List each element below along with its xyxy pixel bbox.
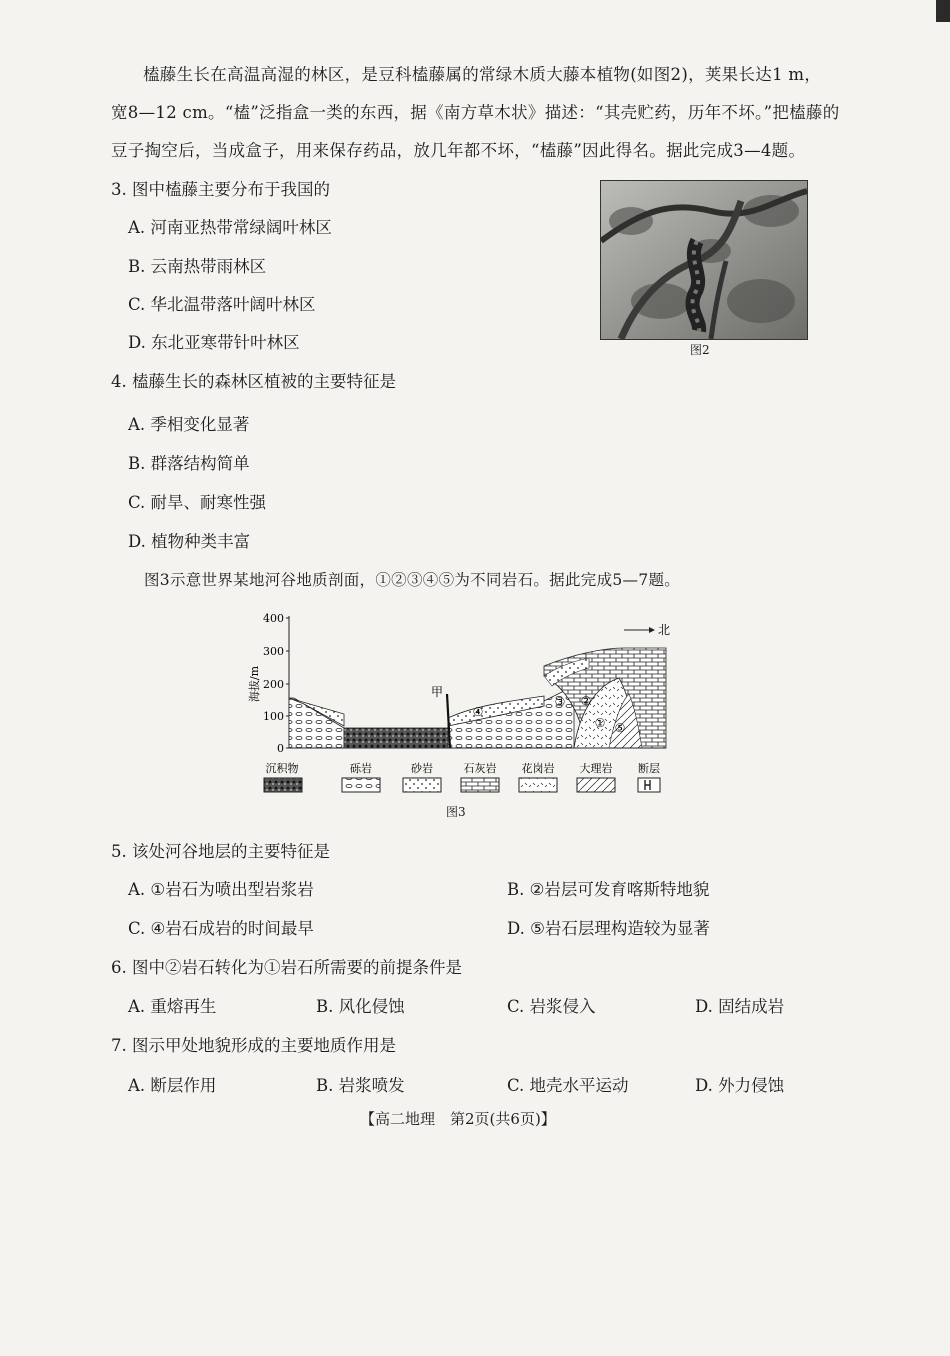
pod-illustration (693, 241, 700, 331)
q6-option-c: C. 岩浆侵入 (507, 997, 596, 1016)
q3-option-d: D. 东北亚寒带针叶林区 (128, 333, 300, 352)
q3-option-a: A. 河南亚热带常绿阔叶林区 (128, 218, 332, 237)
intro-line-2: 宽8—12 cm。“榼”泛指盒一类的东西，据《南方草木状》描述：“其壳贮药，历年不坏。”把榼藤的 (111, 103, 840, 122)
legend-label-sediment: 沉积物 (265, 762, 299, 775)
vine-photo-illustration (601, 181, 807, 339)
ytick-100: 100 (263, 710, 284, 723)
intro2: 图3示意世界某地河谷地质剖面，①②③④⑤为不同岩石。据此完成5—7题。 (144, 571, 681, 589)
label-rock-3: ③ (554, 695, 566, 709)
q5-option-c: C. ④岩石成岩的时间最早 (128, 919, 314, 938)
figure2-photo (600, 180, 808, 340)
q4-option-d: D. 植物种类丰富 (128, 532, 251, 551)
q7-option-d: D. 外力侵蚀 (695, 1076, 785, 1095)
legend-label-marble: 大理岩 (579, 762, 613, 775)
north-label: 北 (658, 623, 671, 637)
ytick-200: 200 (263, 678, 284, 691)
legend-label-granite: 花岗岩 (521, 762, 555, 775)
q7-option-a: A. 断层作用 (128, 1076, 217, 1095)
q6-option-b: B. 风化侵蚀 (316, 997, 405, 1016)
q4-option-b: B. 群落结构简单 (128, 454, 250, 473)
q7-option-c: C. 地壳水平运动 (507, 1076, 629, 1095)
q3-option-c: C. 华北温带落叶阔叶林区 (128, 295, 316, 314)
legend-label-sandstone: 砂岩 (411, 762, 433, 775)
ytick-0: 0 (277, 742, 284, 755)
q7-option-b: B. 岩浆喷发 (316, 1076, 405, 1095)
figure2-caption: 图2 (690, 343, 710, 357)
legend (264, 761, 660, 792)
q3-stem: 3. 图中榼藤主要分布于我国的 (111, 180, 330, 199)
label-rock-5: ⑤ (614, 721, 626, 735)
figure3-diagram (244, 606, 684, 806)
figure3-caption: 图3 (446, 805, 466, 819)
label-rock-4: ④ (472, 705, 484, 719)
q5-option-d: D. ⑤岩石层理构造较为显著 (507, 919, 710, 938)
q5-option-a: A. ①岩石为喷出型岩浆岩 (128, 880, 314, 899)
scan-edge (936, 0, 950, 22)
legend-swatch-limestone (461, 778, 499, 792)
q5-option-b: B. ②岩层可发育喀斯特地貌 (507, 880, 710, 899)
legend-swatch-granite (519, 778, 557, 792)
q4-option-a: A. 季相变化显著 (128, 415, 250, 434)
intro-line-3: 豆子掏空后，当成盒子，用来保存药品，放几年都不坏，“榼藤”因此得名。据此完成3—4题。 (111, 141, 806, 160)
page-footer: 【高二地理 第2页(共6页)】 (360, 1110, 556, 1128)
ytick-400: 400 (263, 612, 284, 625)
north-arrow (624, 623, 670, 637)
y-axis-label: 海拔/m (248, 665, 261, 703)
legend-swatch-sandstone (403, 778, 441, 792)
label-rock-1: ① (594, 716, 606, 730)
label-rock-2: ② (580, 694, 592, 708)
cross-section (289, 648, 666, 748)
legend-label-conglomerate: 砾岩 (350, 762, 372, 775)
q3-option-b: B. 云南热带雨林区 (128, 257, 267, 276)
legend-swatch-sediment (264, 778, 302, 792)
q4-stem: 4. 榼藤生长的森林区植被的主要特征是 (111, 372, 396, 391)
q7-stem: 7. 图示甲处地貌形成的主要地质作用是 (111, 1036, 396, 1055)
intro-line-1: 榼藤生长在高温高湿的林区，是豆科榼藤属的常绿木质大藤本植物(如图2)，荚果长达1 m， (143, 65, 822, 84)
legend-label-fault: 断层 (638, 762, 660, 775)
ytick-300: 300 (263, 645, 284, 658)
y-axis (247, 612, 289, 755)
legend-swatch-conglomerate (342, 778, 380, 792)
q4-option-c: C. 耐旱、耐寒性强 (128, 493, 267, 512)
q6-option-a: A. 重熔再生 (128, 997, 217, 1016)
legend-swatch-marble (577, 778, 615, 792)
q6-option-d: D. 固结成岩 (695, 997, 785, 1016)
legend-label-limestone: 石灰岩 (463, 762, 497, 775)
label-jia: 甲 (430, 685, 444, 699)
q5-stem: 5. 该处河谷地层的主要特征是 (111, 842, 330, 861)
q6-stem: 6. 图中②岩石转化为①岩石所需要的前提条件是 (111, 958, 462, 977)
